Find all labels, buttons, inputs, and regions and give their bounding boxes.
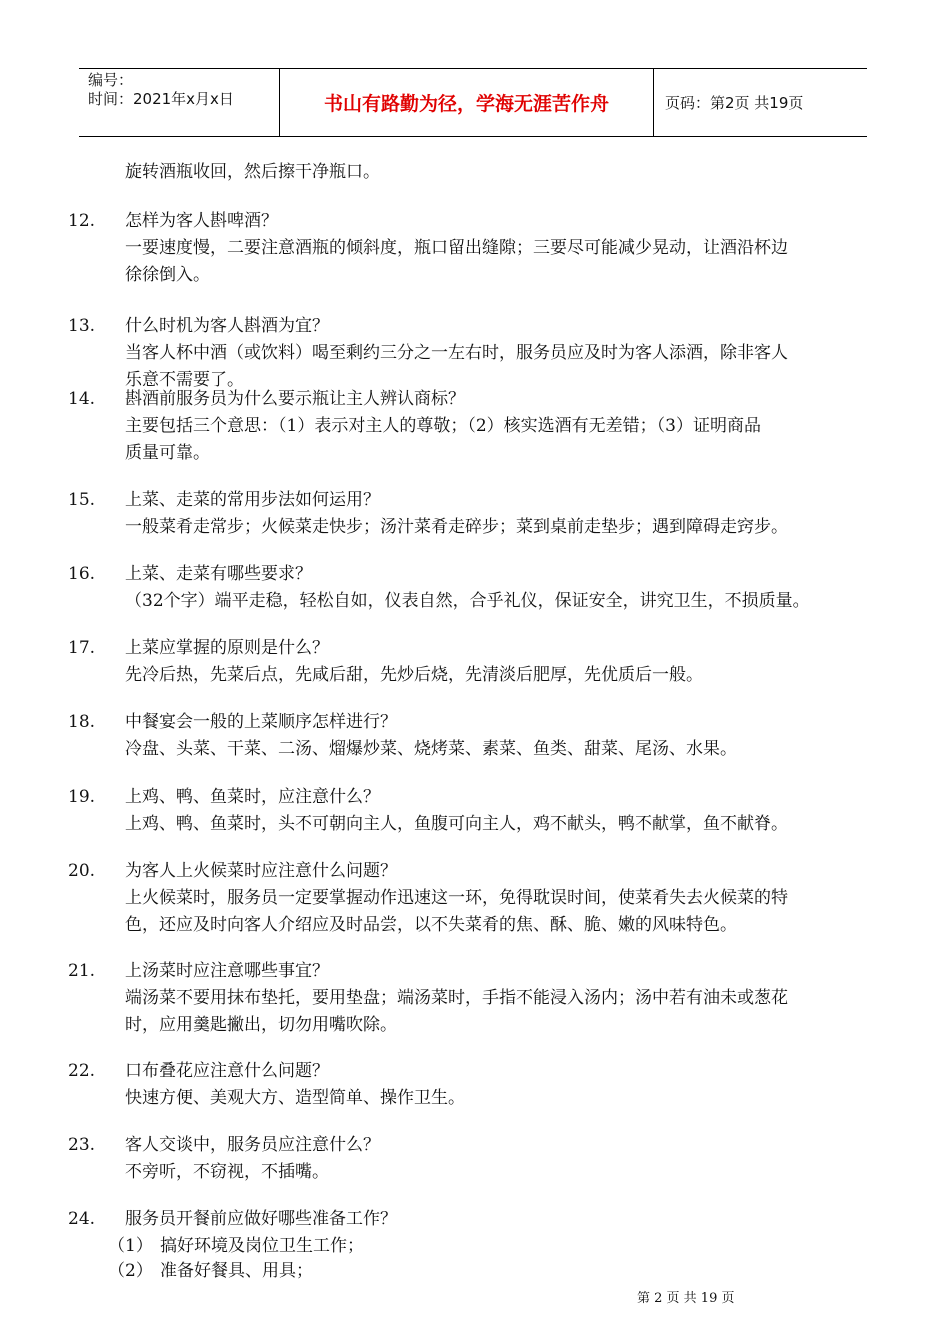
question-number: 17.: [68, 638, 96, 658]
question-text: 上菜、走菜有哪些要求？: [125, 564, 312, 584]
answer-line: 冷盘、头菜、干菜、二汤、熘爆炒菜、烧烤菜、素菜、鱼类、甜菜、尾汤、水果。: [125, 739, 737, 759]
answer-line: 快速方便、美观大方、造型简单、操作卫生。: [125, 1088, 465, 1108]
question-number: 12.: [68, 211, 96, 231]
answer-line: 当客人杯中酒（或饮料）喝至剩约三分之一左右时，服务员应及时为客人添酒，除非客人: [125, 343, 788, 363]
question-number: 21.: [68, 961, 96, 981]
question-text: 上菜、走菜的常用步法如何运用？: [125, 490, 380, 510]
question-number: 15.: [68, 490, 96, 510]
answer-line: 色，还应及时向客人介绍应及时品尝，以不失菜肴的焦、酥、脆、嫩的风味特色。: [125, 915, 737, 935]
time-label: 时间：2021年x月x日: [88, 90, 234, 108]
header-motto: 书山有路勤为径，学海无涯苦作舟: [280, 69, 654, 136]
answer-line: 徐徐倒入。: [125, 265, 210, 285]
answer-line: 端汤菜不要用抹布垫托，要用垫盘；端汤菜时，手指不能浸入汤内；汤中若有油未或葱花: [125, 988, 788, 1008]
question-text: 上鸡、鸭、鱼菜时，应注意什么？: [125, 787, 380, 807]
sub-item-text: 搞好环境及岗位卫生工作；: [160, 1236, 364, 1256]
answer-line: 上火候菜时，服务员一定要掌握动作迅速这一环，免得耽误时间，使菜肴失去火候菜的特: [125, 888, 788, 908]
question-number: 19.: [68, 787, 96, 807]
question-text: 斟酒前服务员为什么要示瓶让主人辨认商标？: [125, 389, 465, 409]
question-text: 中餐宴会一般的上菜顺序怎样进行？: [125, 712, 397, 732]
question-number: 13.: [68, 316, 96, 336]
answer-line: 上鸡、鸭、鱼菜时，头不可朝向主人，鱼腹可向主人，鸡不献头，鸭不献掌，鱼不献脊。: [125, 814, 788, 834]
header-left-cell: [79, 69, 280, 136]
answer-line: 一要速度慢，二要注意酒瓶的倾斜度，瓶口留出缝隙；三要尽可能减少晃动，让酒沿杯边: [125, 238, 788, 258]
question-text: 为客人上火候菜时应注意什么问题？: [125, 861, 397, 881]
page-footer: 第 2 页 共 19 页: [637, 1291, 735, 1306]
number-label: 编号：: [88, 71, 134, 89]
answer-line: 一般菜肴走常步；火候菜走快步；汤汁菜肴走碎步；菜到桌前走垫步；遇到障碍走窍步。: [125, 517, 788, 537]
question-text: 客人交谈中，服务员应注意什么？: [125, 1135, 380, 1155]
answer-line: 主要包括三个意思：（1）表示对主人的尊敬；（2）核实选酒有无差错；（3）证明商品: [125, 416, 761, 436]
question-text: 什么时机为客人斟酒为宜？: [125, 316, 329, 336]
question-number: 23.: [68, 1135, 96, 1155]
question-number: 22.: [68, 1061, 96, 1081]
question-text: 怎样为客人斟啤酒？: [125, 211, 278, 231]
question-text: 服务员开餐前应做好哪些准备工作？: [125, 1209, 397, 1229]
question-number: 24.: [68, 1209, 96, 1229]
answer-line: 先冷后热，先菜后点，先咸后甜，先炒后烧，先清淡后肥厚，先优质后一般。: [125, 665, 703, 685]
question-number: 18.: [68, 712, 96, 732]
answer-line: 时，应用羹匙撇出，切勿用嘴吹除。: [125, 1015, 397, 1035]
question-number: 16.: [68, 564, 96, 584]
question-text: 上菜应掌握的原则是什么？: [125, 638, 329, 658]
answer-line: 不旁听，不窃视，不插嘴。: [125, 1162, 329, 1182]
page-header: [79, 68, 867, 137]
sub-item-text: 准备好餐具、用具；: [160, 1261, 313, 1281]
answer-line: 乐意不需要了。: [125, 370, 244, 390]
question-number: 14.: [68, 389, 96, 409]
sub-item-number: （2）: [108, 1261, 153, 1281]
sub-item-number: （1）: [108, 1236, 153, 1256]
answer-line: 质量可靠。: [125, 443, 210, 463]
question-text: 口布叠花应注意什么问题？: [125, 1061, 329, 1081]
question-text: 上汤菜时应注意哪些事宜？: [125, 961, 329, 981]
question-number: 20.: [68, 861, 96, 881]
intro-line: 旋转酒瓶收回，然后擦干净瓶口。: [125, 162, 380, 182]
header-page-label: 页码：第2页 共19页: [665, 94, 804, 112]
answer-line: （32个字）端平走稳，轻松自如，仪表自然，合乎礼仪，保证安全，讲究卫生，不损质量。: [125, 591, 810, 611]
